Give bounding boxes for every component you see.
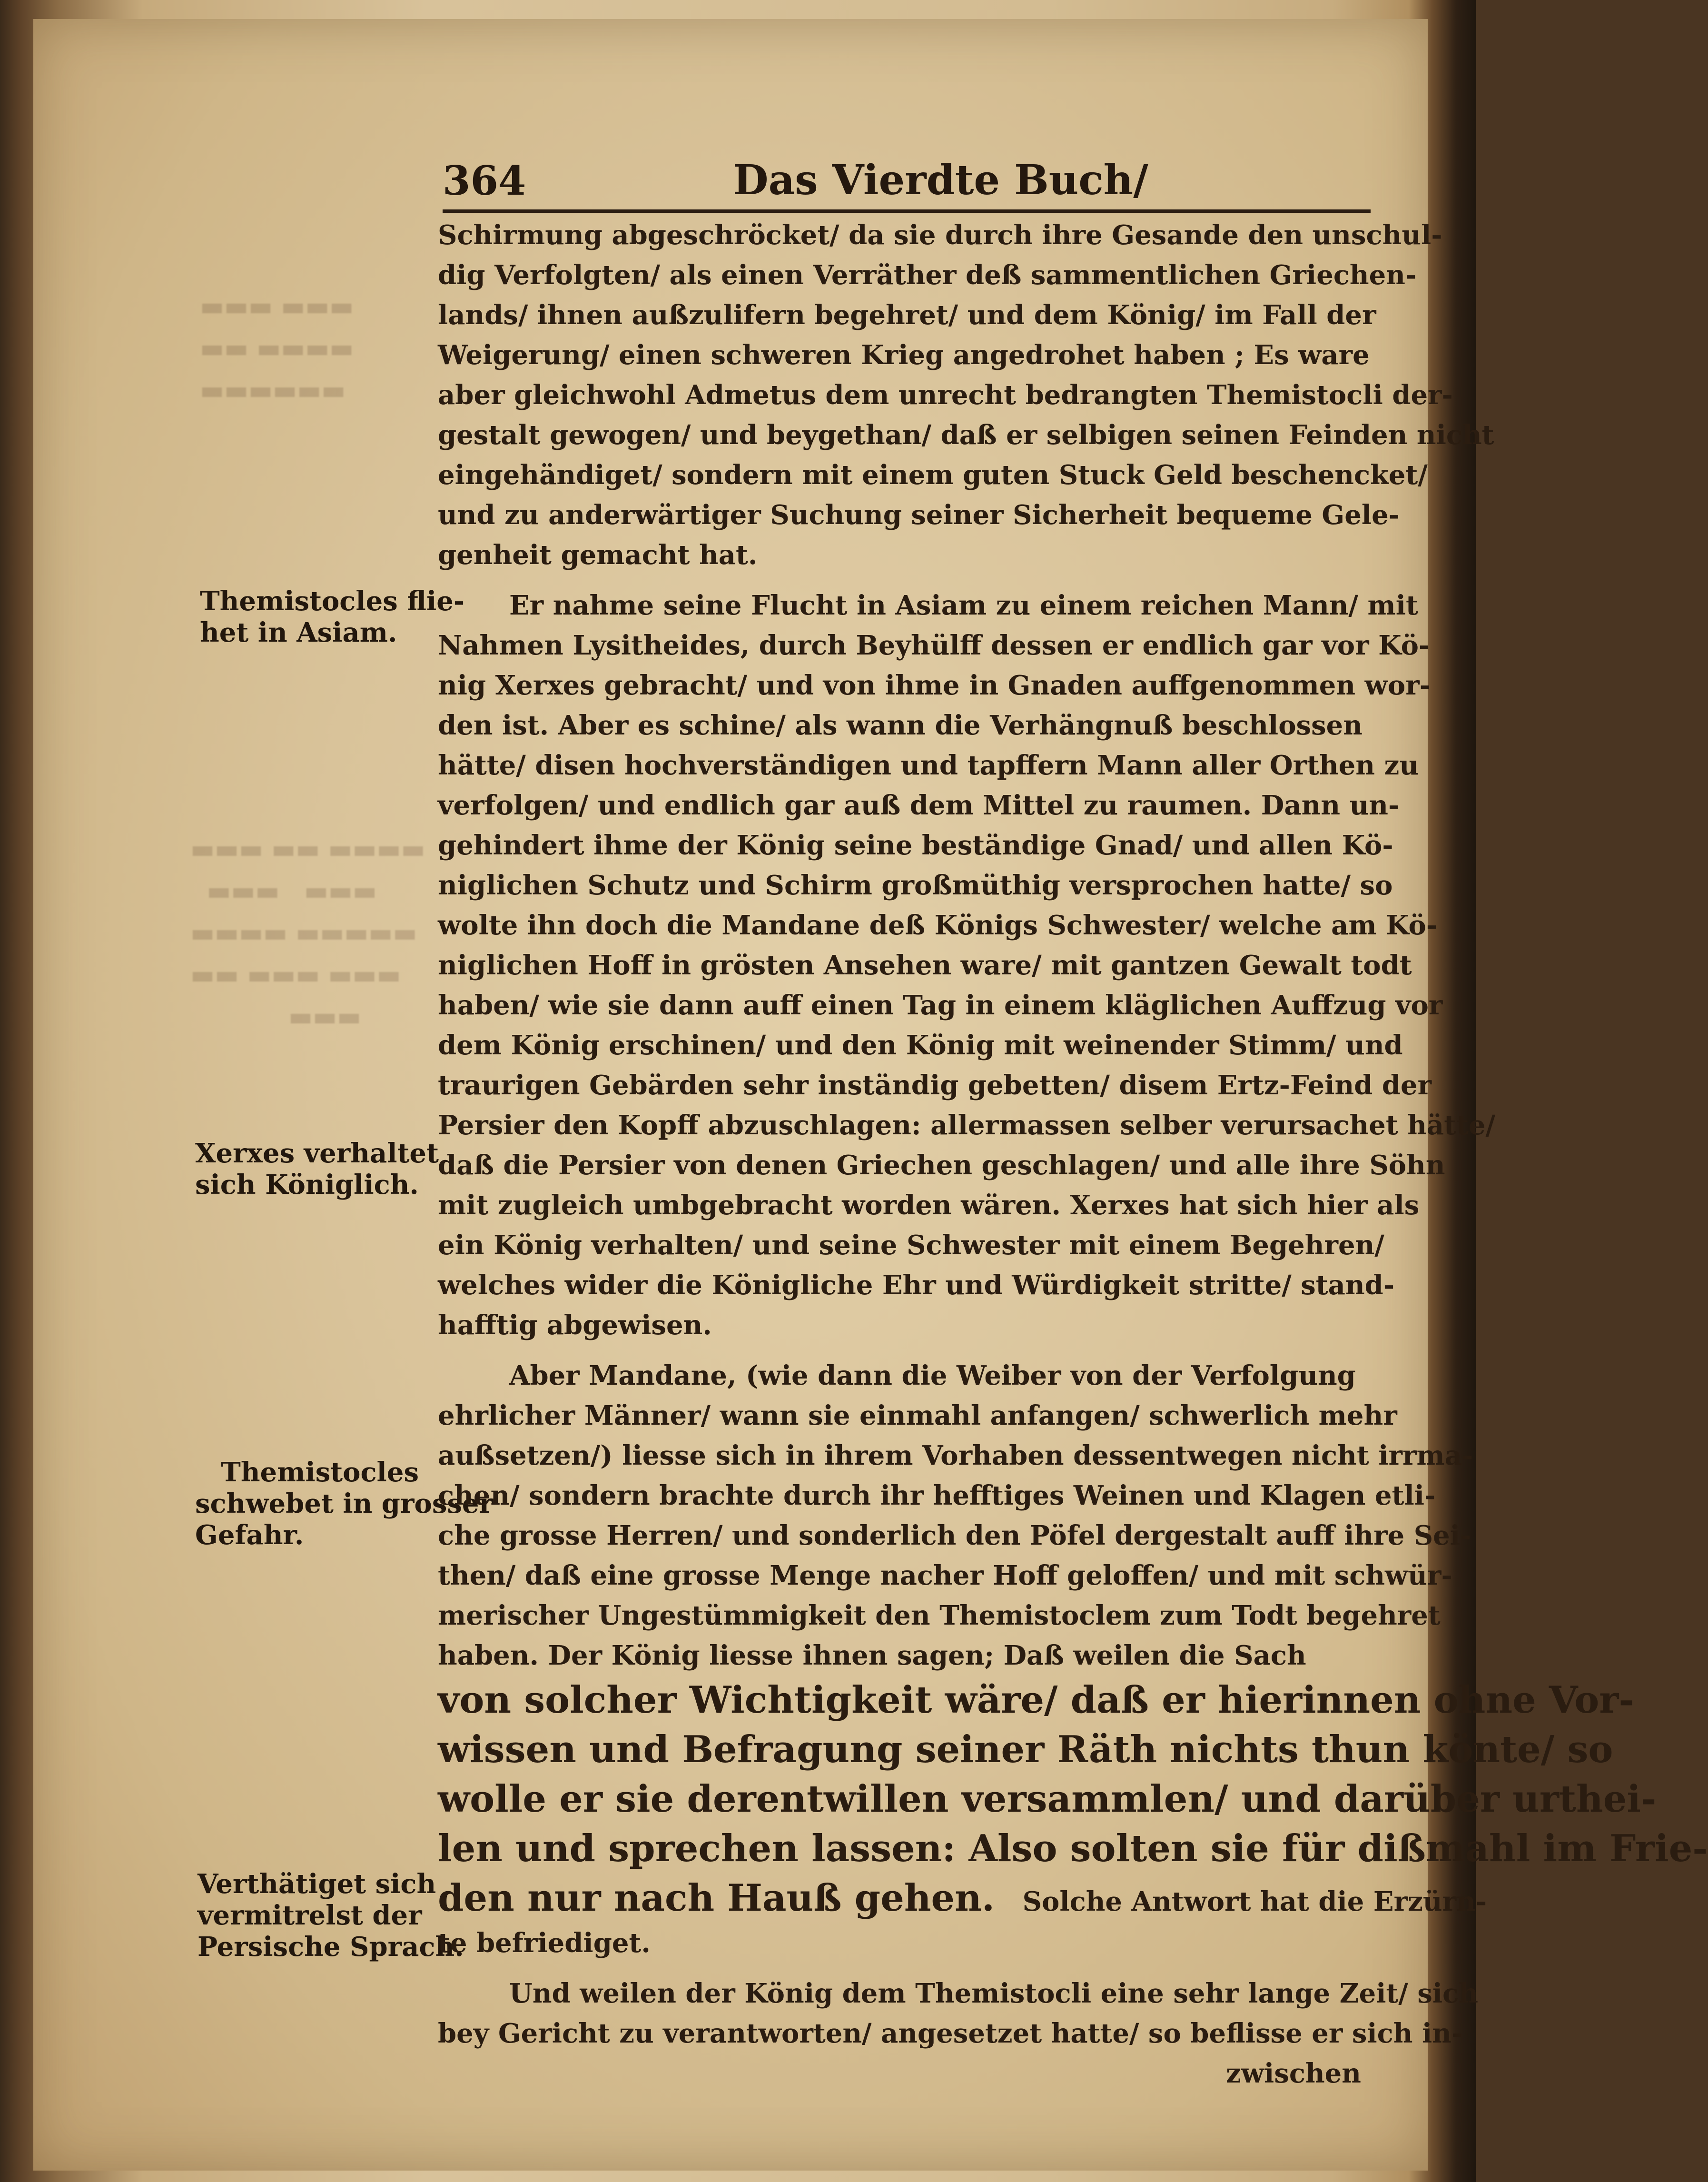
text-line: und zu anderwärtiger Suchung seiner Sicherheit bequeme Gele-: [438, 499, 1400, 531]
text-line: che grosse Herren/ und sonderlich den Pöfel dergestalt auff ihre Sei-: [438, 1520, 1471, 1551]
page-number: 364: [443, 157, 526, 204]
sidenote-danger: Themistocles schwebet in grosser Gefahr.: [195, 1457, 494, 1551]
text-line-emphasis: wolle er sie derentwillen versammlen/ und darüber urthei-: [438, 1777, 1657, 1821]
text-line: verfolgen/ und endlich gar auß dem Mittel zu raumen. Dann un-: [438, 790, 1400, 821]
text-line: Aber Mandane, (wie dann die Weiber von der Verfolgung: [509, 1360, 1356, 1391]
text-line: Er nahme seine Flucht in Asiam zu einem reichen Mann/ mit: [509, 590, 1418, 621]
text-line: den ist. Aber es schine/ als wann die Verhängnuß beschlossen: [438, 710, 1362, 741]
text-line: bey Gericht zu verantworten/ angesetzet hatte/ so beflisse er sich in-: [438, 2018, 1463, 2049]
text-line: ein König verhalten/ und seine Schwester mit einem Begehren/: [438, 1230, 1384, 1261]
paragraph-2: [438, 585, 1496, 1345]
text-line: Nahmen Lysitheides, durch Beyhülff dessen er endlich gar vor Kö-: [438, 630, 1430, 661]
text-line: traurigen Gebärden sehr inständig gebetten/ disem Ertz-Feind der: [438, 1070, 1432, 1101]
text-line: hafftig abgewisen.: [438, 1309, 712, 1341]
text-line: gestalt gewogen/ und beygethan/ daß er selbigen seinen Feinden nicht: [438, 419, 1494, 451]
text-line: Schirmung abgeschröcket/ da sie durch ihre Gesande den unschul-: [438, 219, 1442, 251]
text-line: aber gleichwohl Admetus dem unrecht bedrangten Themistocli der-: [438, 379, 1453, 411]
bleed-through-left: ▬▬▬ ▬▬▬ ▬▬ ▬▬▬▬ ▬▬▬▬▬▬: [200, 291, 354, 405]
running-header: [443, 157, 1371, 213]
text-line-emphasis: den nur nach Hauß gehen.: [438, 1876, 995, 1920]
text-line: then/ daß eine grosse Menge nacher Hoff geloffen/ und mit schwür-: [438, 1560, 1452, 1591]
text-line-emphasis: len und sprechen lassen: Also solten sie für dißmahl im Frie-: [438, 1827, 1708, 1870]
text-line: wolte ihn doch die Mandane deß Königs Schwester/ welche am Kö-: [438, 910, 1438, 941]
paragraph-4: [438, 1974, 1478, 2093]
text-line: lands/ ihnen außzulifern begehret/ und dem König/ im Fall der: [438, 299, 1376, 331]
text-line: daß die Persier von denen Griechen geschlagen/ und alle ihre Söhn: [438, 1150, 1445, 1181]
paragraph-3: [438, 1356, 1708, 1963]
text-line: dem König erschinen/ und den König mit weinender Stimm/ und: [438, 1030, 1403, 1061]
sidenote-themistocles-flight: Themistocles flie- het in Asiam.: [200, 585, 465, 648]
text-line: ehrlicher Männer/ wann sie einmahl anfangen/ schwerlich mehr: [438, 1400, 1397, 1431]
text-line-mixed: [438, 1874, 1487, 1923]
text-line: chen/ sondern brachte durch ihr hefftiges Weinen und Klagen etli-: [438, 1480, 1436, 1511]
text-line: eingehändiget/ sondern mit einem guten Stuck Geld beschencket/: [438, 459, 1428, 491]
text-line: außsetzen/) liesse sich in ihrem Vorhaben dessentwegen nicht irrma-: [438, 1440, 1473, 1471]
text-line: hätte/ disen hochverständigen und tapffern Mann aller Orthen zu: [438, 750, 1419, 781]
text-line: merischer Ungestümmigkeit den Themistoclem zum Todt begehret: [438, 1600, 1441, 1631]
text-line: mit zugleich umbgebracht worden wären. Xerxes hat sich hier als: [438, 1190, 1420, 1221]
text-line: genheit gemacht hat.: [438, 539, 758, 571]
text-line: haben/ wie sie dann auff einen Tag in einem kläglichen Auffzug vor: [438, 990, 1443, 1021]
text-line-emphasis: wissen und Befragung seiner Räth nichts thun könte/ so: [438, 1728, 1613, 1771]
text-line: niglichen Hoff in grösten Ansehen ware/ mit gantzen Gewalt todt: [438, 950, 1412, 981]
sidenote-persian-language: Verthätiget sich vermitrelst der Persische Sprach.: [197, 1868, 464, 1963]
text-line: dig Verfolgten/ als einen Verräther deß sammentlichen Griechen-: [438, 259, 1417, 291]
text-line: te befriediget.: [438, 1927, 651, 1959]
paragraph-1: [438, 215, 1494, 575]
running-title: Das Vierdte Buch/: [733, 156, 1148, 204]
text-line: niglichen Schutz und Schirm großmüthig versprochen hatte/ so: [438, 870, 1393, 901]
catchword: zwischen: [1226, 2058, 1361, 2089]
text-line: nig Xerxes gebracht/ und von ihme in Gnaden auffgenommen wor-: [438, 670, 1431, 701]
main-text-block: [438, 215, 1708, 2093]
text-line: gehindert ihme der König seine beständige Gnad/ und allen Kö-: [438, 830, 1393, 861]
text-line: Persier den Kopff abzuschlagen: allermassen selber verursachet hätte/: [438, 1110, 1496, 1141]
text-line: Weigerung/ einen schweren Krieg angedrohet haben ; Es ware: [438, 339, 1370, 371]
text-line: welches wider die Königliche Ehr und Würdigkeit stritte/ stand-: [438, 1270, 1395, 1301]
text-line-emphasis: von solcher Wichtigkeit wäre/ daß er hierinnen ohne Vor-: [438, 1678, 1634, 1722]
bleed-through-mid: ▬▬▬ ▬▬ ▬▬▬▬ ▬▬▬ ▬▬▬ ▬▬▬▬ ▬▬▬▬▬ ▬▬ ▬▬▬ ▬▬▬ ▬▬▬: [190, 834, 425, 1031]
text-line: Und weilen der König dem Themistocli eine sehr lange Zeit/ sich: [509, 1978, 1478, 2009]
text-line: haben. Der König liesse ihnen sagen; Daß weilen die Sach: [438, 1640, 1306, 1671]
sidenote-xerxes: Xerxes verhaltet sich Königlich.: [195, 1138, 439, 1200]
text-line-tail: Solche Antwort hat die Erzürn-: [1022, 1886, 1487, 1917]
